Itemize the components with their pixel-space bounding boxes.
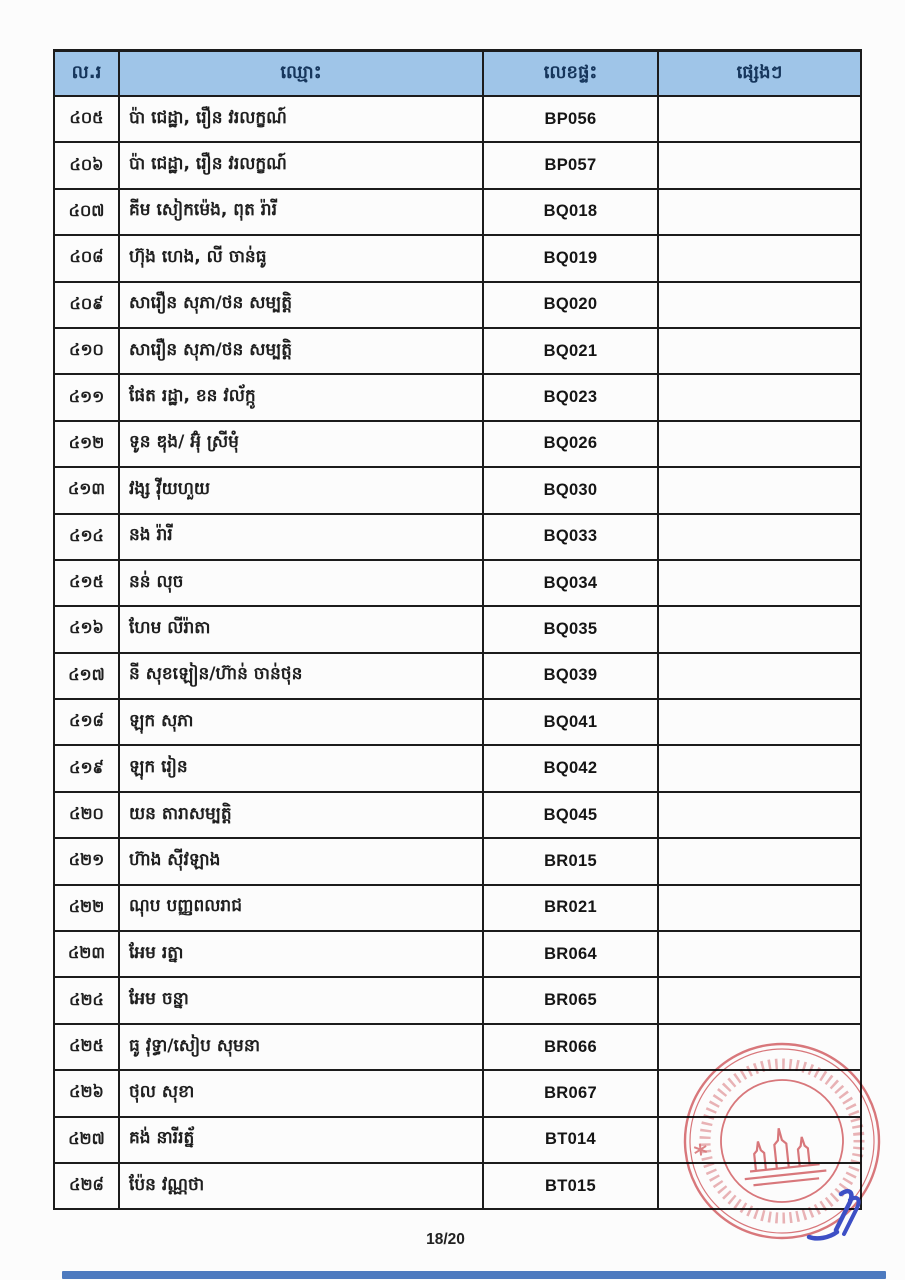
other-cell <box>659 329 862 375</box>
other-cell <box>659 468 862 514</box>
row-number-cell: ៤២៤ <box>55 978 120 1024</box>
col-header-other: ផ្សេងៗ <box>659 52 862 97</box>
other-cell <box>659 1025 862 1071</box>
code-cell: BQ030 <box>484 468 659 514</box>
table-row <box>55 190 862 236</box>
table-row <box>55 97 862 143</box>
name-cell: ឡុក រៀន <box>120 746 484 792</box>
row-number-cell: ៤១៣ <box>55 468 120 514</box>
other-cell <box>659 839 862 885</box>
name-cell: ប៉ែន វណ្ណថា <box>120 1164 484 1210</box>
code-cell: BQ023 <box>484 375 659 421</box>
table-row <box>55 283 862 329</box>
row-number-cell: ៤១០ <box>55 329 120 375</box>
other-cell <box>659 561 862 607</box>
other-cell <box>659 236 862 282</box>
table-row <box>55 143 862 189</box>
other-cell <box>659 422 862 468</box>
code-cell: BQ033 <box>484 515 659 561</box>
code-cell: BQ041 <box>484 700 659 746</box>
row-number-cell: ៤២៣ <box>55 932 120 978</box>
other-cell <box>659 190 862 236</box>
row-number-cell: ៤២៨ <box>55 1164 120 1210</box>
code-cell: BQ034 <box>484 561 659 607</box>
code-cell: BR065 <box>484 978 659 1024</box>
row-number-cell: ៤២០ <box>55 793 120 839</box>
col-header-no: ល.រ <box>55 52 120 97</box>
row-number-cell: ៤២២ <box>55 886 120 932</box>
table-row <box>55 978 862 1024</box>
code-cell: BT014 <box>484 1118 659 1164</box>
table-row <box>55 654 862 700</box>
row-number-cell: ៤២៥ <box>55 1025 120 1071</box>
row-number-cell: ៤០៧ <box>55 190 120 236</box>
row-number-cell: ៤១៩ <box>55 746 120 792</box>
name-cell: ថុល សុខា <box>120 1071 484 1117</box>
code-cell: BQ026 <box>484 422 659 468</box>
code-cell: BQ035 <box>484 607 659 653</box>
table-row <box>55 1118 862 1164</box>
name-cell: ឡុក សុភា <box>120 700 484 746</box>
row-number-cell: ៤០៨ <box>55 236 120 282</box>
row-number-cell: ៤០៥ <box>55 97 120 143</box>
name-cell: គីម សៀកម៉េង, ពុត រ៉ារី <box>120 190 484 236</box>
row-number-cell: ៤១៧ <box>55 654 120 700</box>
name-cell: គង់ នារីរត្ន័ <box>120 1118 484 1164</box>
other-cell <box>659 283 862 329</box>
code-cell: BR021 <box>484 886 659 932</box>
table-row <box>55 746 862 792</box>
code-cell: BQ018 <box>484 190 659 236</box>
row-number-cell: ៤១៥ <box>55 561 120 607</box>
code-cell: BR066 <box>484 1025 659 1071</box>
table-header-row <box>55 52 862 97</box>
page-number: 18/20 <box>426 1231 465 1248</box>
table-row <box>55 329 862 375</box>
name-cell: ផែត រដ្ឋា, ខន វល័ក្កូ <box>120 375 484 421</box>
table-row <box>55 468 862 514</box>
table-row <box>55 236 862 282</box>
roster-table <box>53 49 862 1210</box>
row-number-cell: ៤២១ <box>55 839 120 885</box>
table-row <box>55 1164 862 1210</box>
code-cell: BR064 <box>484 932 659 978</box>
code-cell: BQ042 <box>484 746 659 792</box>
row-number-cell: ៤០៦ <box>55 143 120 189</box>
table-row <box>55 793 862 839</box>
table-row <box>55 515 862 561</box>
other-cell <box>659 515 862 561</box>
table-body <box>55 97 862 1210</box>
name-cell: សារឿន សុភា/ថន សម្បត្តិ <box>120 283 484 329</box>
code-cell: BP057 <box>484 143 659 189</box>
code-cell: BQ020 <box>484 283 659 329</box>
name-cell: វង្ស វ៉ីយហួយ <box>120 468 484 514</box>
name-cell: អែម ចន្នា <box>120 978 484 1024</box>
other-cell <box>659 1071 862 1117</box>
name-cell: ហ៊ាង ស៊ីវឡាង <box>120 839 484 885</box>
row-number-cell: ៤២៦ <box>55 1071 120 1117</box>
row-number-cell: ៤១៨ <box>55 700 120 746</box>
table-row <box>55 932 862 978</box>
other-cell <box>659 932 862 978</box>
name-cell: ហ៊ុង ហេង, លី ចាន់ធូ <box>120 236 484 282</box>
col-header-code: លេខផ្ទះ <box>484 52 659 97</box>
other-cell <box>659 1118 862 1164</box>
name-cell: ណុប បញ្ញពលរាជ <box>120 886 484 932</box>
name-cell: ហែម លីរ៉ាតា <box>120 607 484 653</box>
other-cell <box>659 886 862 932</box>
table-row <box>55 561 862 607</box>
code-cell: BP056 <box>484 97 659 143</box>
table-row <box>55 839 862 885</box>
other-cell <box>659 700 862 746</box>
code-cell: BQ021 <box>484 329 659 375</box>
footer-blue-bar <box>62 1271 886 1279</box>
other-cell <box>659 143 862 189</box>
name-cell: នី សុខឡៀន/ហ៊ាន់ ចាន់ថុន <box>120 654 484 700</box>
col-header-name: ឈ្មោះ <box>120 52 484 97</box>
code-cell: BR067 <box>484 1071 659 1117</box>
other-cell <box>659 97 862 143</box>
other-cell <box>659 746 862 792</box>
name-cell: យន តារាសម្បត្តិ <box>120 793 484 839</box>
table-row <box>55 375 862 421</box>
name-cell: នន់ លុច <box>120 561 484 607</box>
name-cell: សារឿន សុភា/ថន សម្បត្តិ <box>120 329 484 375</box>
row-number-cell: ៤១៤ <box>55 515 120 561</box>
name-cell: នង រ៉ារី <box>120 515 484 561</box>
code-cell: BT015 <box>484 1164 659 1210</box>
row-number-cell: ៤២៧ <box>55 1118 120 1164</box>
name-cell: ធូ វុទ្ធា/សៀប សុមនា <box>120 1025 484 1071</box>
table-row <box>55 422 862 468</box>
name-cell: ប៉ា ជេដ្ឋា, រឿន វរលក្ខណ៍ <box>120 97 484 143</box>
code-cell: BR015 <box>484 839 659 885</box>
other-cell <box>659 1164 862 1210</box>
other-cell <box>659 654 862 700</box>
table-row <box>55 1071 862 1117</box>
code-cell: BQ019 <box>484 236 659 282</box>
other-cell <box>659 793 862 839</box>
code-cell: BQ045 <box>484 793 659 839</box>
row-number-cell: ៤១២ <box>55 422 120 468</box>
row-number-cell: ៤០៩ <box>55 283 120 329</box>
name-cell: ប៉ា ជេដ្ឋា, រឿន វរលក្ខណ៍ <box>120 143 484 189</box>
code-cell: BQ039 <box>484 654 659 700</box>
row-number-cell: ៤១១ <box>55 375 120 421</box>
table-row <box>55 1025 862 1071</box>
row-number-cell: ៤១៦ <box>55 607 120 653</box>
table-row <box>55 886 862 932</box>
other-cell <box>659 607 862 653</box>
table-row <box>55 607 862 653</box>
other-cell <box>659 978 862 1024</box>
table-row <box>55 700 862 746</box>
name-cell: អែម រត្នា <box>120 932 484 978</box>
name-cell: ទូន ឌុង/ អ៊ុំ ស្រីមុំ <box>120 422 484 468</box>
other-cell <box>659 375 862 421</box>
